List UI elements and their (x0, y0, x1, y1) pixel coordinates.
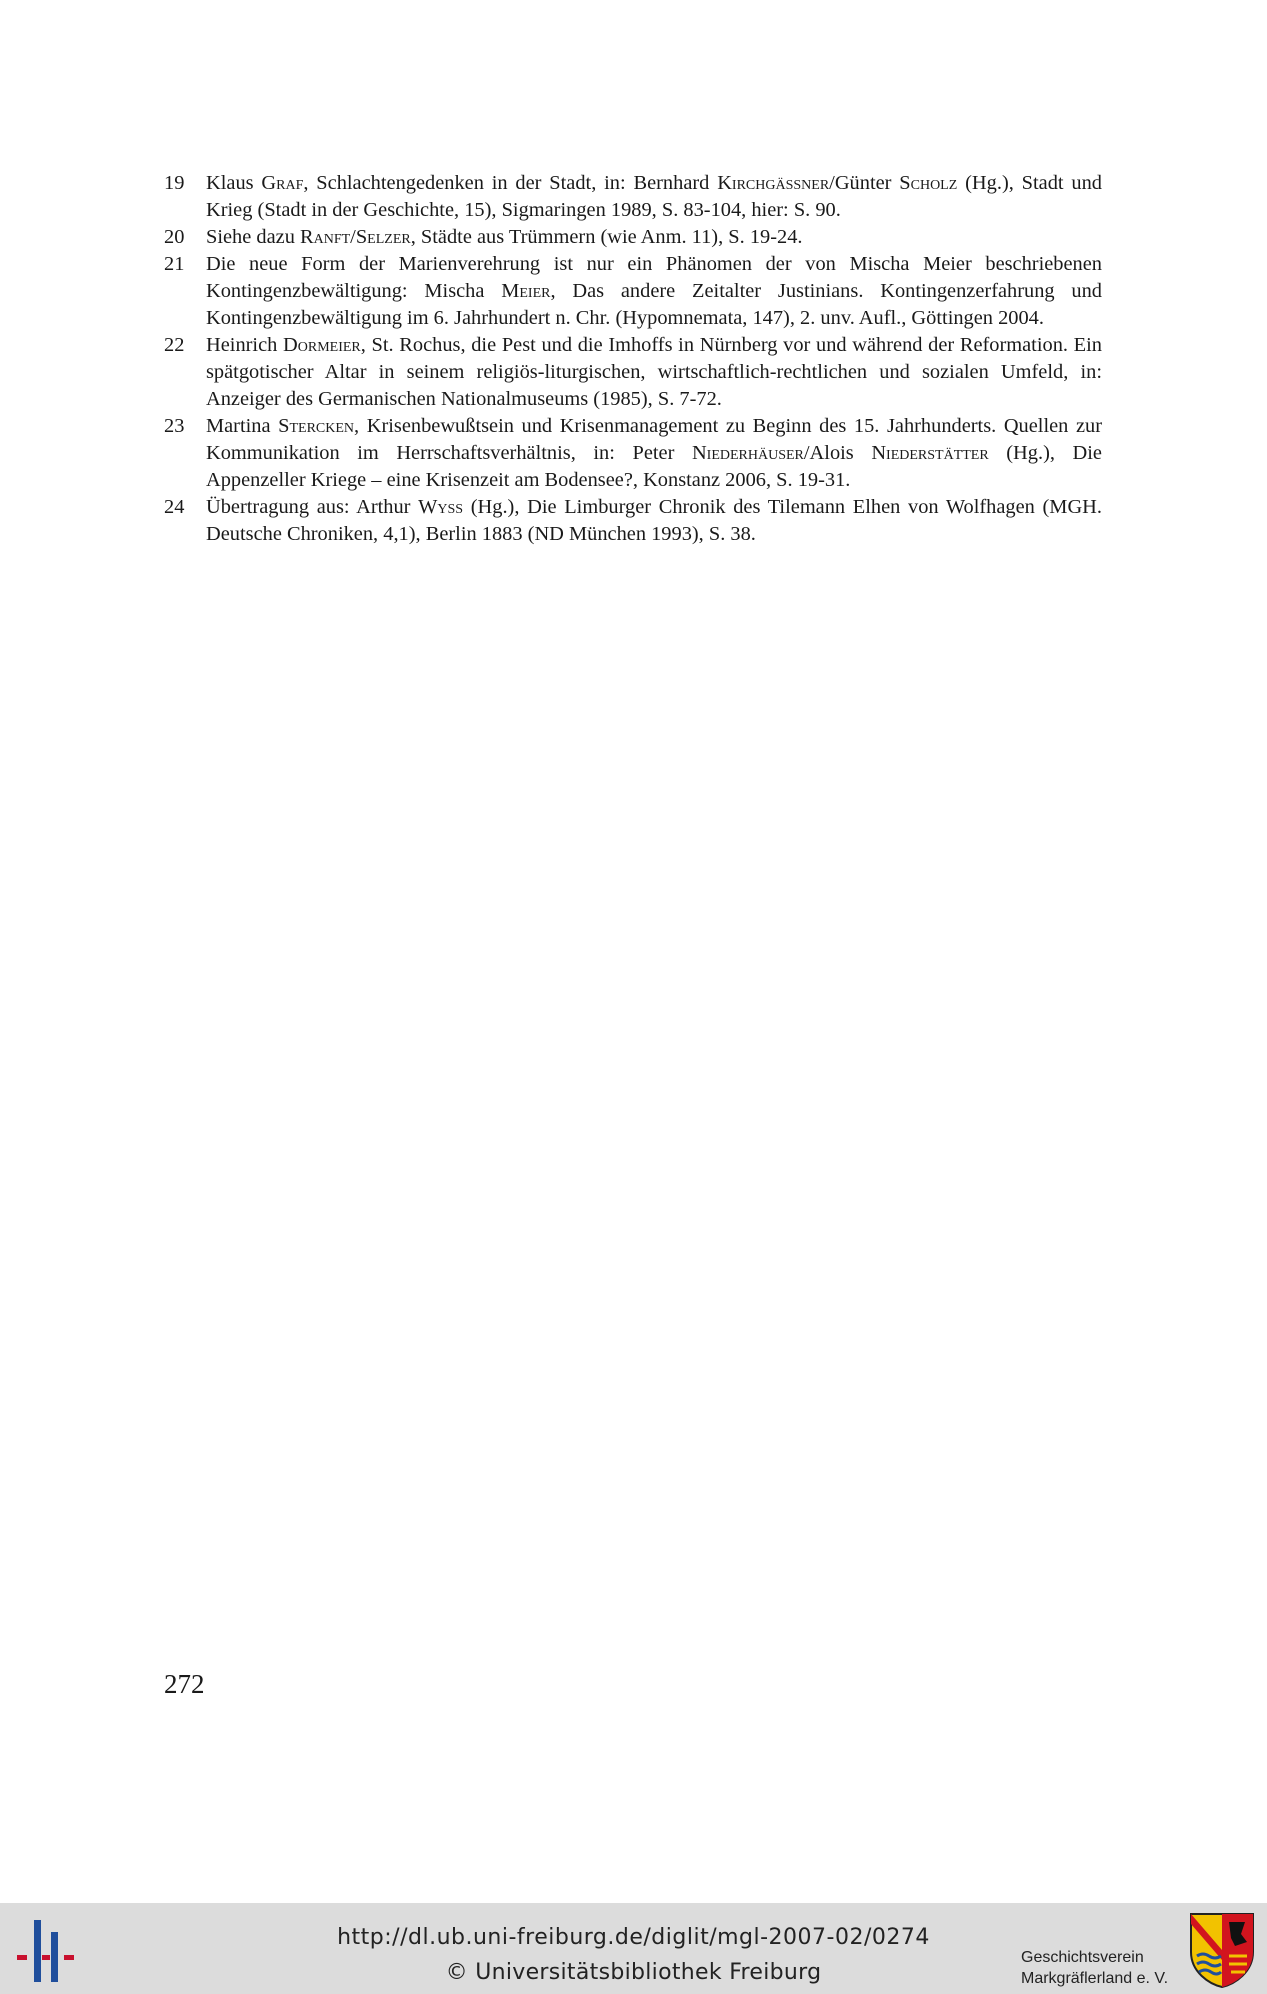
author-name: Niederstätter (871, 442, 989, 464)
footnote-text-segment: Übertragung aus: Arthur (206, 496, 419, 518)
copyright-notice: © Universitätsbibliothek Freiburg (445, 1960, 822, 1985)
markgraeflerland-crest-icon[interactable] (1189, 1912, 1255, 1988)
author-name: Niederhäuser (691, 442, 804, 464)
footnote-text-segment: /Günter (829, 172, 900, 194)
footnote-text-segment: (Hg.), Die Limburger Chronik des Tilemann Elhen von Wolfhagen (MGH. Deutsche Chroniken, 4,1), Berlin 1883 (ND München 1993), S. 38. (206, 496, 1102, 545)
footnote-text-segment: , Krisenbewußtsein und Krisenmanagement zu Beginn des 15. Jahrhunderts. Quellen zur Kommunikation im Herrschaftsverhältnis, in: Peter (206, 415, 1102, 464)
footnote-number: 19 (164, 172, 185, 194)
footnote-text-segment: , Schlachtengedenken in der Stadt, in: Bernhard (303, 172, 718, 194)
society-name-line2: Markgräflerland e. V. (1021, 1970, 1169, 1987)
footnote-text-segment: (Hg.), Die Appenzeller Kriege – eine Krisenzeit am Bodensee?, Konstanz 2006, S. 19-31. (206, 442, 1102, 491)
author-name: Kirchgässner (717, 172, 830, 194)
author-name: Meier (501, 280, 551, 302)
author-name: Selzer (355, 226, 411, 248)
footnote-text-segment: Heinrich (206, 334, 284, 356)
footnote-number: 20 (164, 226, 185, 248)
author-name: Ranft (300, 226, 351, 248)
footnote-text-segment: /Alois (803, 442, 872, 464)
footnote-text-segment: (Hg.), Stadt und Krieg (Stadt in der Geschichte, 15), Sigmaringen 1989, S. 83-104, hier: S. 90. (206, 172, 1102, 221)
footnote-21 (164, 251, 1102, 332)
footnote-text-segment: , St. Rochus, die Pest und die Imhoffs in Nürnberg vor und während der Reformation. Ein spätgotischer Altar in seinem religiös-liturgischen, wirtschaftlich-rechtlichen und sozialen Umfeld, in: Anzeiger des Germanischen Nationalmuseums (1985), S. 7-72. (206, 334, 1102, 410)
footnote-text (206, 251, 1102, 332)
footnote-19 (164, 170, 1102, 224)
footnote-20 (164, 224, 1102, 251)
footnote-text (206, 332, 1102, 413)
footnote-23 (164, 413, 1102, 494)
footnotes-section (164, 170, 1102, 548)
society-name (1021, 1947, 1168, 1989)
footnote-text-segment: Klaus (206, 172, 262, 194)
author-name: Stercken (278, 415, 355, 437)
footnote-text-segment: , Das andere Zeitalter Justinians. Kontingenzerfahrung und Kontingenzbewältigung im 6. Jahrhundert n. Chr. (Hypomnemata, 147), 2. unv. Aufl., Göttingen 2004. (206, 280, 1102, 329)
author-name: Graf (261, 172, 304, 194)
footnote-text-segment: Die neue Form der Marienverehrung ist nur ein Phänomen der von Mischa Meier beschriebenen Kontingenzbewältigung: Mischa (206, 253, 1102, 302)
footnote-text-segment: / (350, 226, 356, 248)
footnote-text-segment: , Städte aus Trümmern (wie Anm. 11), S. 19-24. (410, 226, 803, 248)
author-name: Dormeier (283, 334, 361, 356)
society-name-line1: Geschichtsverein (1021, 1949, 1144, 1966)
footnote-text (206, 494, 1102, 548)
footer-bar (0, 1903, 1267, 1994)
footnote-number: 22 (164, 334, 185, 356)
footnote-text-segment: Martina (206, 415, 279, 437)
footnote-22 (164, 332, 1102, 413)
footnote-number: 23 (164, 415, 185, 437)
footnote-text-segment: Siehe dazu (206, 226, 300, 248)
source-url-link[interactable]: http://dl.ub.uni-freiburg.de/diglit/mgl-2007-02/0274 (337, 1925, 930, 1950)
page-number: 272 (164, 1669, 205, 1699)
footnote-text (206, 413, 1102, 494)
footnote-number: 21 (164, 253, 185, 275)
author-name: Wyss (418, 496, 464, 518)
author-name: Scholz (899, 172, 958, 194)
footnote-24 (164, 494, 1102, 548)
footnote-number: 24 (164, 496, 185, 518)
footnote-text (206, 224, 1102, 251)
footnote-text (206, 170, 1102, 224)
